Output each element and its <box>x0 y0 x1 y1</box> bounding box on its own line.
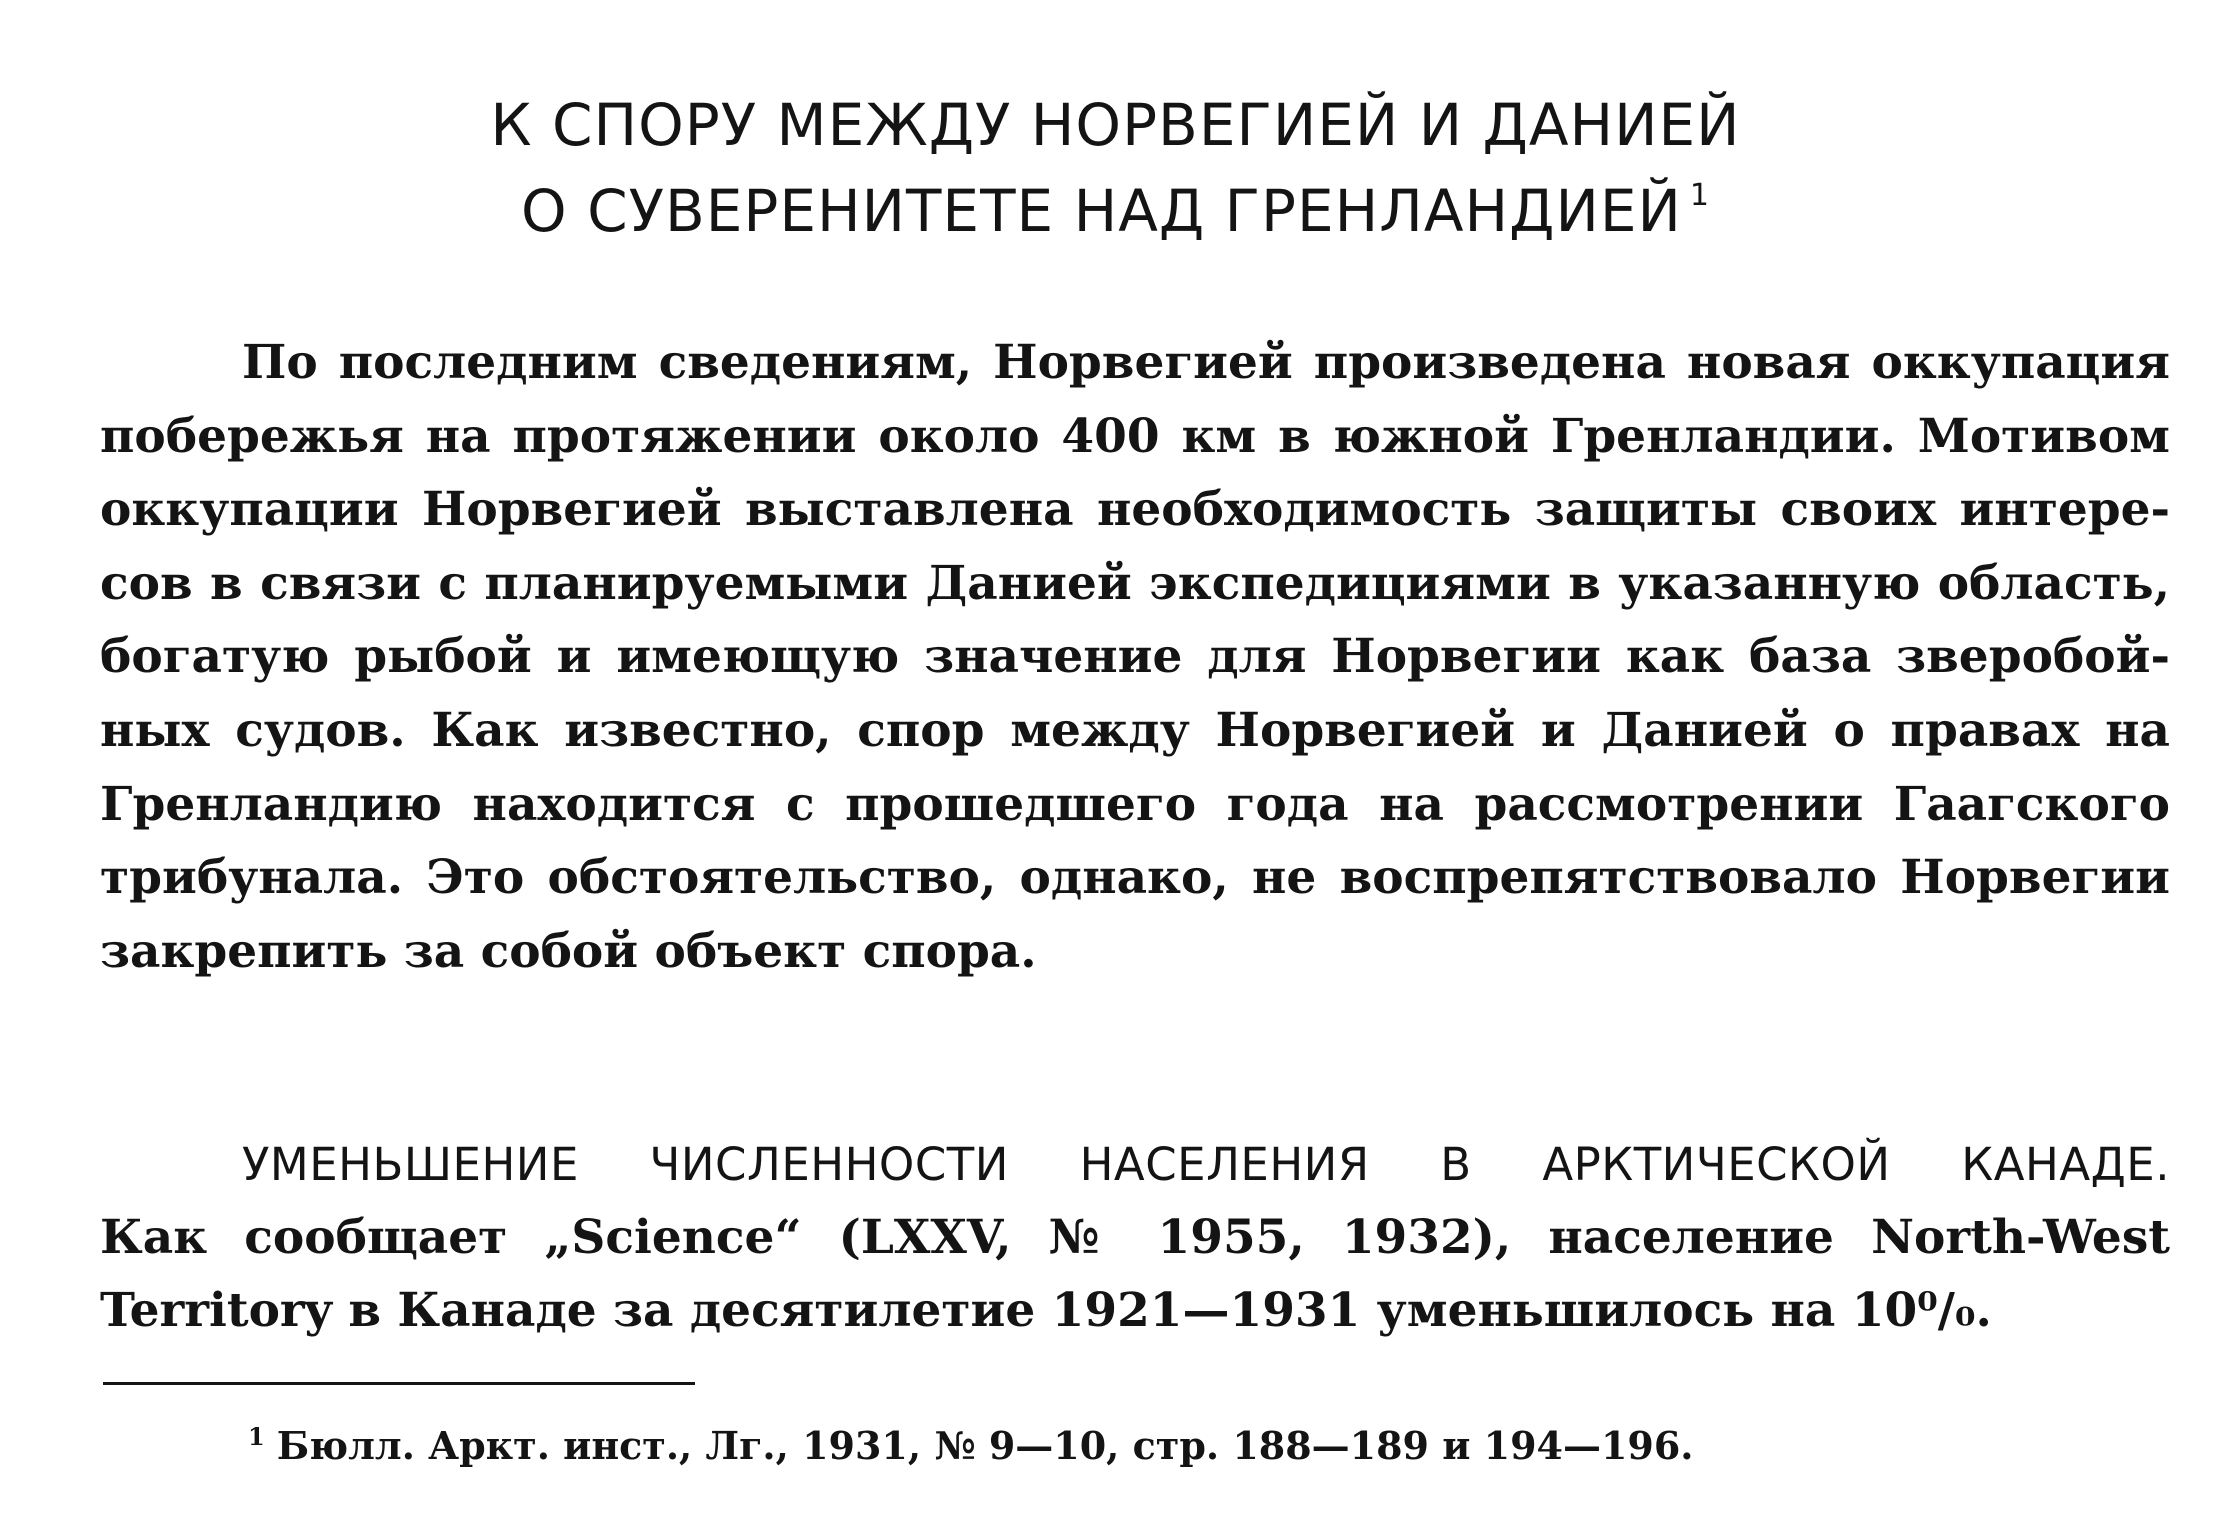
paragraph-line: По последним сведениям, Норвегией произведена новая оккупация <box>242 335 2170 390</box>
section-heading: УМЕНЬШЕНИЕ ЧИСЛЕННОСТИ НАСЕЛЕНИЯ В АРКТИЧЕСКОЙ КАНАДЕ. <box>242 1138 2170 1191</box>
paragraph-line: трибунала. Это обстоятельство, однако, не воспрепятствовало Норвегии <box>100 850 2170 906</box>
footnote <box>248 1418 1694 1474</box>
article-title <box>0 82 2231 254</box>
paragraph-line: Как сообщает „Science“ (LXXV, № 1955, 1932), население North-West <box>100 1210 2170 1265</box>
footnote-marker: 1 <box>248 1422 265 1451</box>
paragraph-line: побережья на протяжении около 400 км в южной Гренландии. Мотивом <box>100 408 2170 464</box>
footnote-divider <box>103 1382 695 1385</box>
paragraph-line: сов в связи с планируемыми Данией экспедициями в указанную область, <box>100 555 2170 611</box>
paragraph-line: Гренландию находится с прошедшего года на рассмотрении Гаагского <box>100 776 2170 832</box>
footnote-text: Бюлл. Аркт. инст., Лг., 1931, № 9—10, стр. 188—189 и 194—196. <box>276 1423 1694 1468</box>
paragraph-line: Territory в Канаде за десятилетие 1921—1931 уменьшилось на 10⁰/₀. <box>100 1283 1992 1338</box>
title-line-2-text: О СУВЕРЕНИТЕТЕ НАД ГРЕНЛАНДИЕЙ <box>521 177 1682 245</box>
paragraph-line: закрепить за собой объект спора. <box>100 923 1037 979</box>
title-line-1: К СПОРУ МЕЖДУ НОРВЕГИЕЙ И ДАНИЕЙ <box>490 91 1741 159</box>
paragraph-line: ных судов. Как известно, спор между Норвегией и Данией о правах на <box>100 702 2170 758</box>
paragraph-line: богатую рыбой и имеющую значение для Норвегии как база зверобой- <box>100 629 2170 685</box>
paragraph-line: оккупации Норвегией выставлена необходимость защиты своих интере- <box>100 482 2170 538</box>
title-line-2 <box>0 168 2231 254</box>
paragraph-greenland <box>100 326 2170 988</box>
paragraph-arctic-canada <box>100 1128 2170 1347</box>
title-footnote-marker: 1 <box>1689 178 1710 213</box>
